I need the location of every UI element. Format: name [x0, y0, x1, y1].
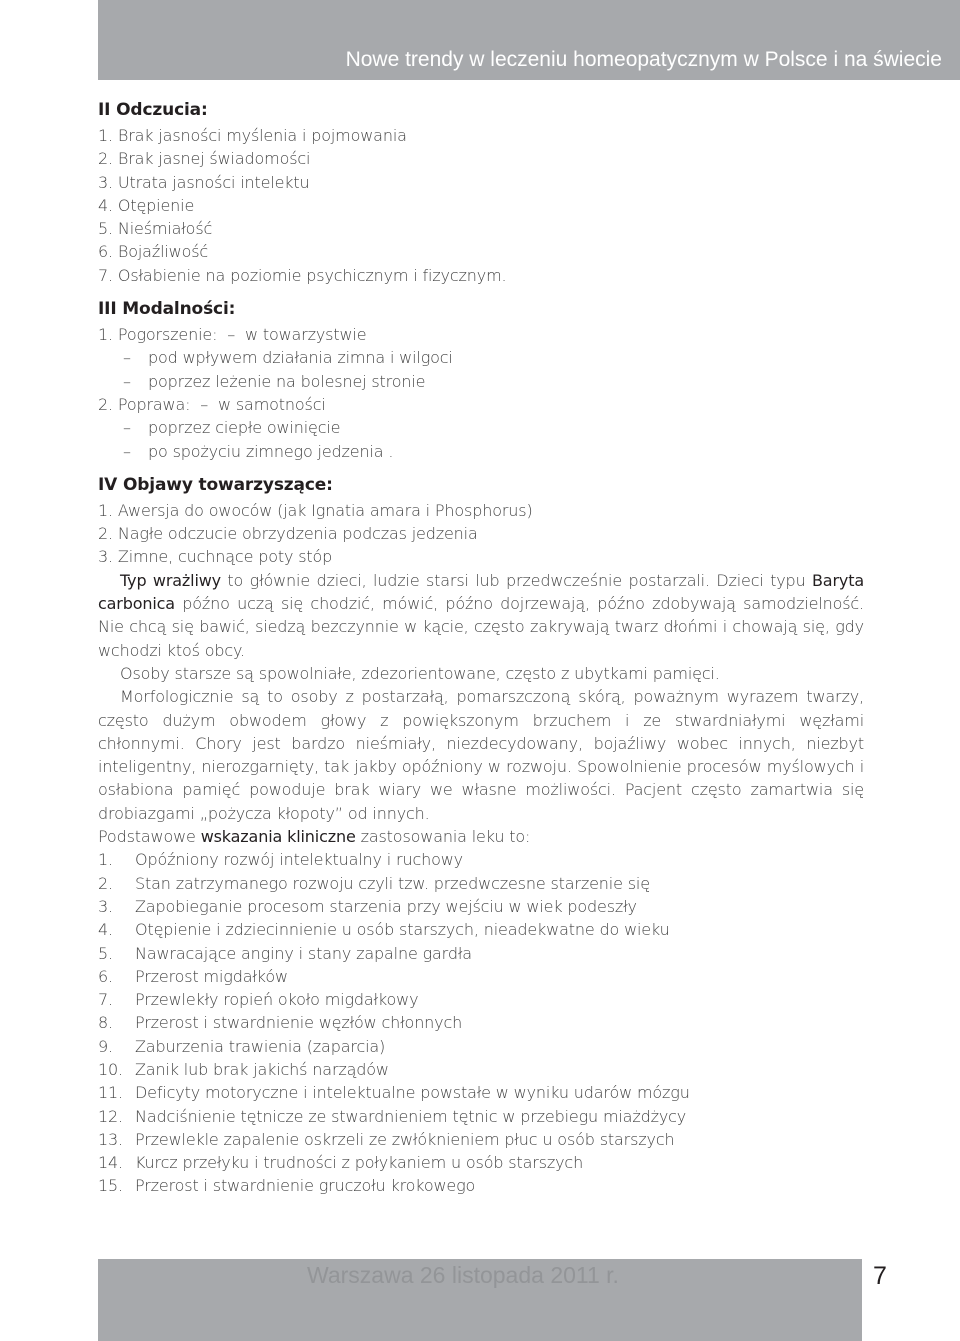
list-item	[98, 1081, 864, 1104]
bold-term: wskazania kliniczne	[200, 827, 356, 847]
bold-term: Baryta carbonica	[98, 570, 864, 614]
paragraph-osoby-starsze: Osoby starsze są spowolniałe, zdezorientowane, często z ubytkami pamięci.	[120, 663, 720, 683]
dash-glyph: –	[222, 325, 241, 345]
list-item-text: Nawracające anginy i stany zapalne gardła	[135, 943, 472, 963]
list-item	[98, 416, 864, 439]
list-item-number: 6.	[98, 966, 113, 986]
list-item: 1. Brak jasności myślenia i pojmowania	[98, 126, 407, 145]
list-item-text: Zaburzenia trawienia (zaparcia)	[135, 1036, 386, 1056]
section-heading-modalnosci: III Modalności:	[98, 299, 236, 320]
indications-list	[98, 848, 864, 1197]
bold-term: Typ wrażliwy	[120, 570, 221, 590]
odczucia-list	[98, 124, 864, 287]
list-item	[98, 918, 864, 941]
page-content	[98, 96, 864, 1198]
list-item-text: Deficyty motoryczne i intelektualne powstałe w wyniku udarów mózgu	[135, 1083, 690, 1103]
list-item: 3. Utrata jasności intelektu	[98, 172, 310, 192]
list-item	[98, 942, 864, 965]
list-item	[98, 393, 864, 416]
list-item-text: Kurcz przełyku i trudności z połykaniem u osób starszych	[135, 1153, 584, 1173]
list-item-text: Otępienie i zdziecinnienie u osób starszych, nieadekwatne do wieku	[135, 920, 670, 940]
list-item	[98, 895, 864, 918]
list-item	[98, 872, 864, 895]
list-item-number: 15.	[98, 1176, 123, 1196]
list-item-number: 11.	[98, 1083, 123, 1103]
list-item	[98, 848, 864, 871]
paragraph-text: późno uczą się chodzić, mówić, późno dojrzewają, późno zdobywają samodzielność. Nie chcą się bawić, siedzą bezczynnie w kącie, często zakrywają twarz dłońmi i chowają się, gdy wchodzi ktoś obcy.	[98, 594, 864, 660]
list-item: 2. Nagłe odczucie obrzydzenia podczas jedzenia	[98, 524, 478, 544]
list-item-text: Przerost i stwardnienie węzłów chłonnych	[135, 1013, 463, 1033]
list-item	[98, 1035, 864, 1058]
list-item-number: 14.	[98, 1153, 123, 1173]
list-item-number: 3.	[98, 896, 113, 916]
list-item-text: Opóźniony rozwój intelektualny i ruchowy	[135, 850, 463, 870]
modality-label: 1. Pogorszenie:	[98, 325, 218, 345]
list-item-text: Przerost migdałków	[135, 966, 288, 986]
modality-label: 2. Poprawa:	[98, 394, 191, 414]
list-item-number: 12.	[98, 1106, 123, 1126]
list-item	[98, 1151, 864, 1174]
list-item-text: Przewlekły ropień około migdałkowy	[135, 990, 419, 1010]
list-item-text: Zanik lub brak jakichś narządów	[135, 1059, 389, 1079]
page-number: 7	[873, 1262, 887, 1290]
paragraph-morfologia: Morfologicznie są to osoby z postarzałą, pomarszczoną skórą, poważnym wyrazem twarzy, często dużym obwodem głowy z powiększonym brzuchem i ze stwardniałymi węzłami chłonnymi. Chory jest bardzo nieśmiały, niezdecydowany, bojaźliwy wobec innych, niezbyt inteligentny, nierozgarnięty, tak jakby opóźniony w rozwoju. Spowolnienie procesów myślowych i osłabiona pamięć powoduje brak wiary we własne możliwości. Pacjent często zamartwia się drobiazgami „pożycza kłopoty” od innych.	[98, 687, 864, 823]
list-item	[98, 1058, 864, 1081]
list-item-number: 13.	[98, 1129, 123, 1149]
list-item	[98, 1174, 864, 1197]
list-item-number: 4.	[98, 920, 113, 940]
modality-value: poprzez ciepłe owinięcie	[148, 418, 341, 438]
objawy-list	[98, 499, 864, 569]
dash-glyph: –	[123, 441, 131, 461]
list-item	[98, 440, 864, 463]
list-item-text: Stan zatrzymanego rozwoju czyli tzw. przedwczesne starzenie się	[135, 873, 650, 893]
list-item	[98, 323, 864, 346]
dash-glyph: –	[123, 371, 131, 391]
modality-value: poprzez leżenie na bolesnej stronie	[148, 371, 426, 391]
paragraph-text: zastosowania leku to:	[355, 827, 531, 847]
list-item-number: 9.	[98, 1036, 113, 1056]
dash-glyph: –	[195, 394, 214, 414]
list-item: 7. Osłabienie na poziomie psychicznym i fizycznym.	[98, 265, 507, 285]
header-band	[98, 0, 960, 80]
running-header-title: Nowe trendy w leczeniu homeopatycznym w Polsce i na świecie	[345, 48, 942, 71]
list-item-number: 7.	[98, 990, 113, 1010]
paragraph-text: to głównie dzieci, ludzie starsi lub przedwcześnie postarzali. Dzieci typu	[221, 570, 812, 590]
list-item	[98, 1011, 864, 1034]
list-item: 4. Otępienie	[98, 195, 195, 215]
paragraph-wskazania	[98, 825, 864, 848]
list-item	[98, 370, 864, 393]
list-item-number: 10.	[98, 1059, 123, 1079]
section-heading-objawy: IV Objawy towarzyszące:	[98, 474, 333, 495]
list-item-number: 1.	[98, 850, 113, 870]
list-item-number: 8.	[98, 1013, 113, 1033]
list-item-text: Przerost i stwardnienie gruczołu krokowego	[135, 1176, 476, 1196]
list-item: 6. Bojaźliwość	[98, 242, 209, 262]
section-heading-odczucia: II Odczucia:	[98, 100, 208, 120]
dash-glyph: –	[123, 418, 131, 438]
list-item	[98, 346, 864, 369]
footer-place-date: Warszawa 26 listopada 2011 r.	[307, 1262, 619, 1288]
list-item-text: Nadciśnienie tętnicze ze stwardnieniem tętnic w przebiegu miażdżycy	[135, 1106, 687, 1126]
modality-value: w towarzystwie	[244, 325, 367, 345]
modalnosci-list	[98, 323, 864, 463]
list-item: 1. Awersja do owoców (jak Ignatia amara i Phosphorus)	[98, 500, 533, 520]
list-item	[98, 1128, 864, 1151]
modality-value: w samotności	[218, 394, 326, 414]
paragraph-typ-wrazliwy	[98, 569, 864, 662]
list-item	[98, 1105, 864, 1128]
list-item-number: 2.	[98, 873, 113, 893]
list-item-text: Zapobieganie procesom starzenia przy wejściu w wiek podeszły	[135, 896, 637, 916]
list-item-text: Przewlekle zapalenie oskrzeli ze zwłóknieniem płuc u osób starszych	[135, 1129, 675, 1149]
dash-glyph: –	[123, 348, 131, 368]
modality-value: po spożyciu zimnego jedzenia .	[148, 441, 394, 461]
list-item: 2. Brak jasnej świadomości	[98, 149, 311, 169]
list-item: 5. Nieśmiałość	[98, 219, 213, 239]
list-item-number: 5.	[98, 943, 113, 963]
list-item	[98, 965, 864, 988]
list-item: 3. Zimne, cuchnące poty stóp	[98, 547, 333, 567]
modality-value: pod wpływem działania zimna i wilgoci	[148, 348, 453, 368]
paragraph-text: Podstawowe	[98, 827, 201, 847]
list-item	[98, 988, 864, 1011]
